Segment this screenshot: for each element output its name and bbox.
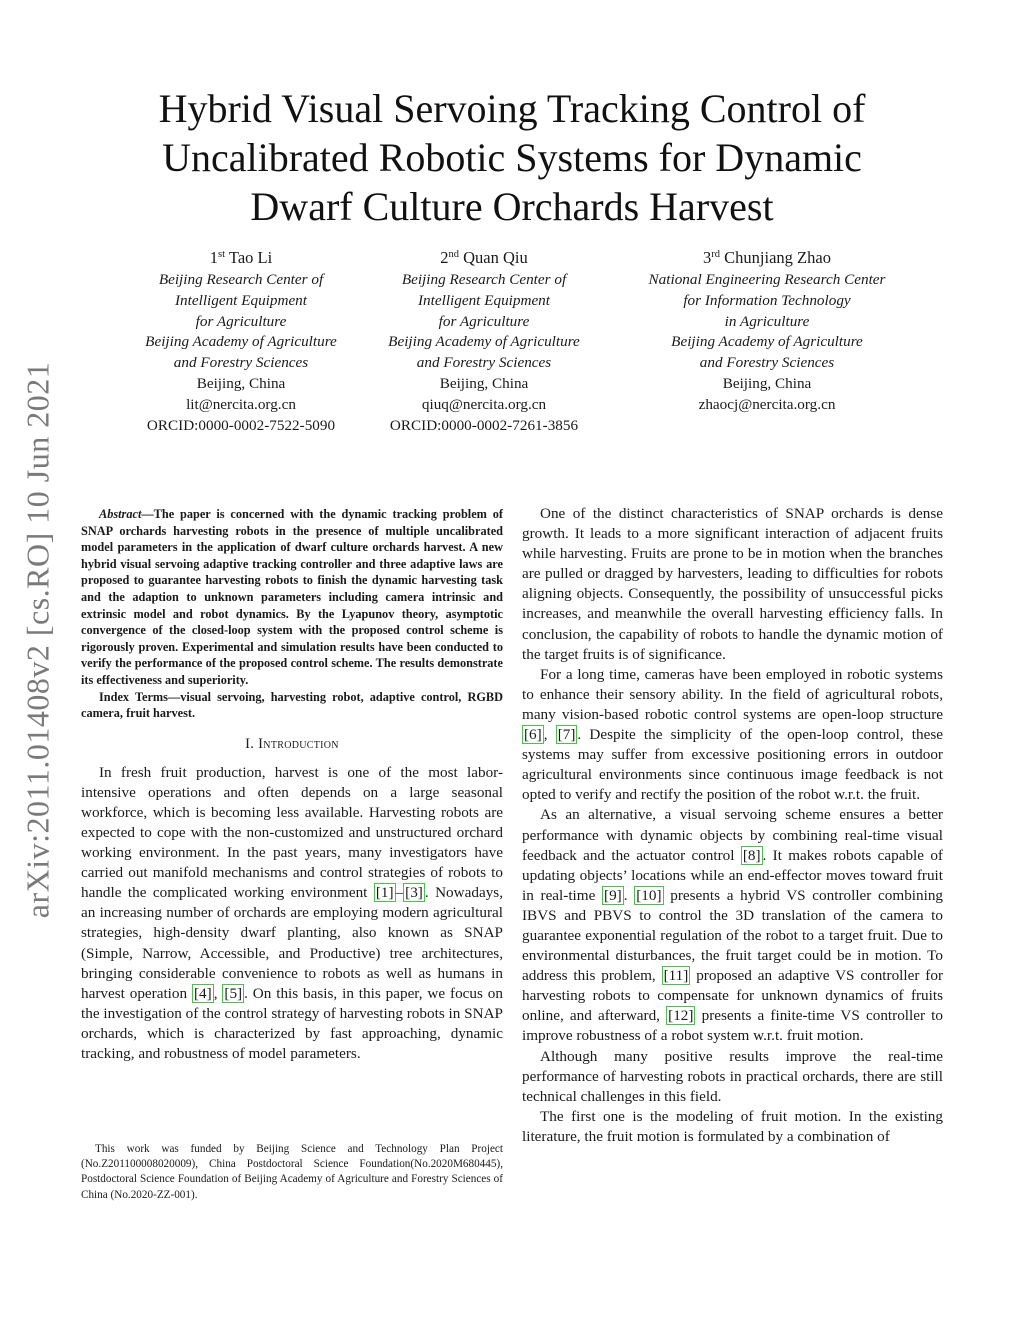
abstract-label: Abstract (99, 507, 142, 521)
author-email[interactable]: qiuq@nercita.org.cn (421, 395, 547, 413)
intro-paragraph: In fresh fruit production, harvest is one of the most labor-intensive operations and often depends on a large seasonal workforce, which is becoming less available. Harvesting robots are expected to cope with the non-customized and unstructured orchard working environment. In the past years, many investigators have carried out manifold mechanisms and control strategies of robots to handle the complicated working environment [1] – [3] . Nowadays, an increasing number of orchards are employing modern agricultural strategies, high-density dwarf planting, also known as SNAP (Simple, Narrow, Accessible, and Productive) tree architectures, bringing considerable convenience to robots as well as humans in harvest operation [4] , [5] . On this basis, in this paper, we focus on the investigation of the control strategy of harvesting robots in SNAP orchards, which is characterized by fast approaching, dynamic tracking, and robustness of model parameters. (81, 763, 503, 1063)
author-orcid: ORCID:0000-0002-7522-5090 (146, 416, 336, 434)
author-email[interactable]: zhaocj@nercita.org.cn (698, 395, 836, 413)
citation-link[interactable]: [1] (375, 884, 394, 902)
body-paragraph: One of the distinct characteristics of SNAP orchards is dense growth. It leads to a more significant interaction of adjacent fruits while harvesting. Fruits are prone to be in motion when the branches are pulled or dragged by harvesters, leading to difficulties for robots aligning objects. Consequently, the possibility of unsuccessful picks increases, and meanwhile the overall harvesting efficiency falls. In conclusion, the capability of robots to handle the dynamic motion of the target fruits is of significance. (522, 505, 943, 663)
author-email[interactable]: lit@nercita.org.cn (186, 395, 296, 413)
index-terms-label: Index Terms (99, 689, 168, 704)
author-location: Beijing, China (439, 374, 529, 392)
funding-footnote: This work was funded by Beijing Science and Technology Plan Project (No.Z201100008020009), China Postdoctoral Science Foundation(No.2020M680445), Postdoctoral Science Foundation of Beijing Academy of Agriculture and Forestry Sciences of China (No.2020-ZZ-001). (81, 1143, 503, 1201)
author-1 (101, 246, 381, 436)
right-column (522, 504, 943, 1147)
body-paragraph: As an alternative, a visual servoing scheme ensures a better performance with dynamic objects by combining real-time visual feedback and the actuator control [8] . It makes robots capable of updating objects’ locations while an end-effector moves toward fruit in real-time [9] . [10] presents a hybrid VS controller combining IBVS and PBVS to control the 3D translation of the camera to guarantee exponential regulation of the robot to a target fruit. Due to environmental disturbances, the fruit target could be in motion. To address this problem, [11] proposed an adaptive VS controller for harvesting robots to compensate for unknown dynamics of fruits online, and afterward, [12] presents a finite-time VS controller to improve robustness of a robot system w.r.t. fruit motion. (522, 806, 944, 1045)
citation-link[interactable]: [11] (663, 967, 689, 985)
abstract-text: The paper is concerned with the dynamic tracking problem of SNAP orchards harvesting robots in the presence of multiple uncalibrated model parameters in the application of dwarf culture orchards harvest. A new hybrid visual servoing adaptive tracking controller and three adaptive laws are proposed to guarantee harvesting robots to finish the dynamic harvesting task and the adaption to unknown parameters including camera intrinsic and extrinsic model and robot dynamics. By the Lyapunov theory, asymptotic convergence of the closed-loop system with the proposed control scheme is rigorously proven. Experimental and simulation results have been conducted to verify the performance of the proposed control scheme. The results demonstrate its effectiveness and superiority. (81, 507, 503, 687)
body-paragraph: The first one is the modeling of fruit motion. In the existing literature, the fruit motion is formulated by a combination of (522, 1107, 943, 1145)
index-terms: Index Terms—visual servoing, harvesting robot, adaptive control, RGBD camera, fruit harvest. (81, 689, 503, 721)
section-heading: I. Introduction (245, 735, 339, 752)
citation-link[interactable]: [3] (405, 884, 423, 902)
author-name: 2nd Quan Qiu (440, 248, 528, 267)
citation-link[interactable]: [7] (557, 726, 576, 744)
citation-link[interactable]: [10] (636, 886, 662, 904)
author-affiliation: Beijing Research Center of Intelligent Equipment for Agriculture Beijing Academy of Agriculture and Forestry Sciences (145, 271, 337, 372)
body-paragraph: Although many positive results improve the real-time performance of harvesting robots in practical orchards, there are still technical challenges in this field. (522, 1047, 943, 1105)
author-orcid: ORCID:0000-0002-7261-3856 (389, 416, 579, 434)
citation-link[interactable]: [6] (524, 726, 542, 744)
citation-link[interactable]: [12] (668, 1007, 694, 1025)
author-2 (344, 246, 624, 436)
body-paragraph: For a long time, cameras have been employed in robotic systems to enhance their sensory ability. In the field of agricultural robots, many vision-based robotic control systems are open-loop structure [6] , [7] . Despite the simplicity of the open-loop control, these systems may suffer from excessive positioning errors in outdoor agricultural environments since continuous image feedback is not opted to verify and rectify the position of the robot w.r.t. the fruit. (522, 665, 943, 804)
index-terms-text: visual servoing, harvesting robot, adaptive control, RGBD camera, fruit harvest. (81, 689, 503, 721)
citation-link[interactable]: [5] (224, 984, 243, 1002)
author-name: 1st Tao Li (209, 248, 273, 267)
paper-title: Hybrid Visual Servoing Tracking Control of Uncalibrated Robotic Systems for Dynamic Dwarf Culture Orchards Harvest (158, 86, 866, 229)
intro-body (81, 763, 503, 1064)
citation-link[interactable]: [8] (742, 846, 761, 864)
author-name: 3rd Chunjiang Zhao (703, 248, 831, 267)
citation-link[interactable]: [4] (193, 984, 212, 1002)
author-affiliation: Beijing Research Center of Intelligent Equipment for Agriculture Beijing Academy of Agriculture and Forestry Sciences (388, 271, 580, 372)
left-column (81, 506, 503, 1064)
arxiv-identifier[interactable]: arXiv:2011.01408v2 [cs.RO] 10 Jun 2021 (19, 361, 56, 919)
author-location: Beijing, China (196, 374, 286, 392)
citation-link[interactable]: [9] (604, 886, 622, 904)
author-3 (627, 246, 907, 416)
author-affiliation: National Engineering Research Center for Information Technology in Agriculture Beijing Academy of Agriculture and Forestry Sciences (648, 271, 886, 372)
abstract: Abstract—The paper is concerned with the dynamic tracking problem of SNAP orchards harvesting robots in the presence of multiple uncalibrated model parameters in the application of dwarf culture orchards harvest. A new hybrid visual servoing adaptive tracking controller and three adaptive laws are proposed to guarantee harvesting robots to finish the dynamic harvesting task and the adaption to unknown parameters including camera intrinsic and extrinsic model and robot dynamics. By the Lyapunov theory, asymptotic convergence of the closed-loop system with the proposed control scheme is rigorously proven. Experimental and simulation results have been conducted to verify the performance of the proposed control scheme. The results demonstrate its effectiveness and superiority. (81, 507, 503, 687)
author-location: Beijing, China (722, 374, 812, 392)
